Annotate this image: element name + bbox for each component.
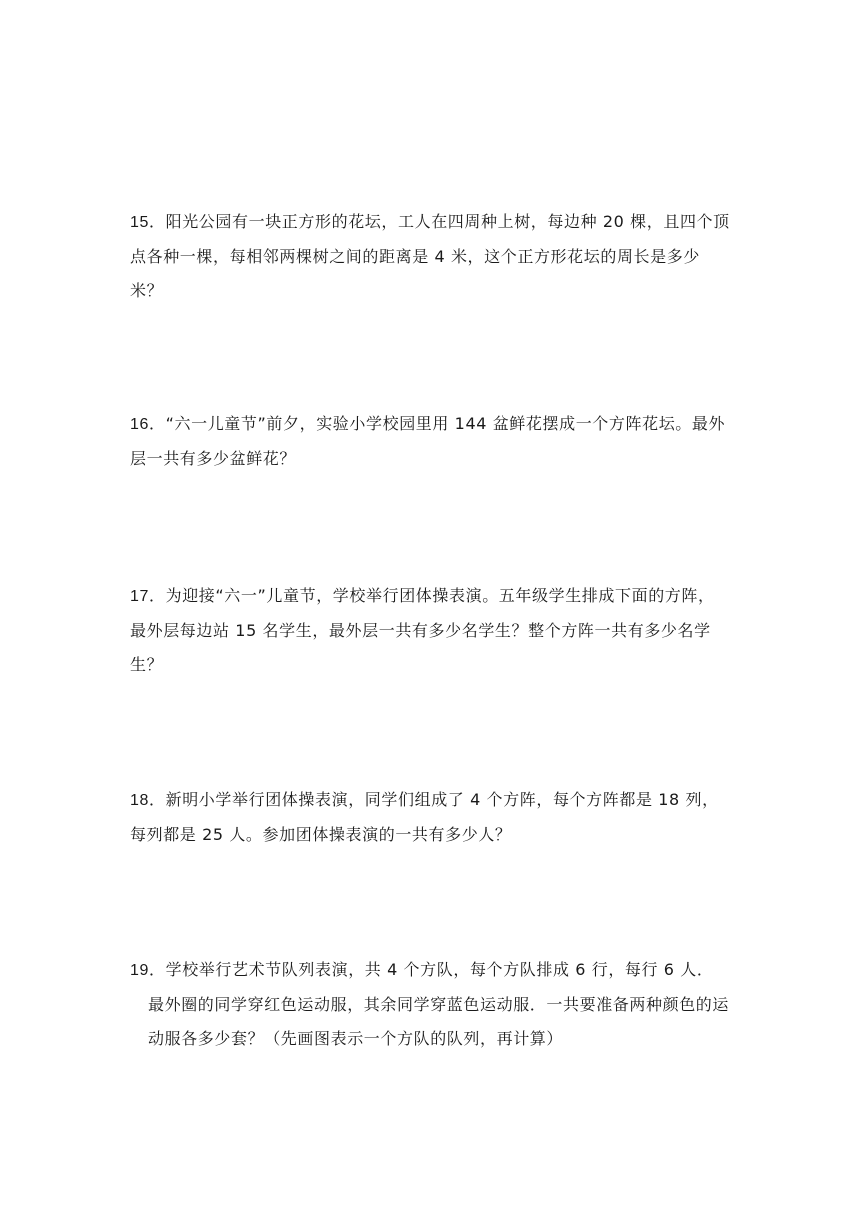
question-text: 为迎接“六一”儿童节，学校举行团体操表演。五年级学生排成下面的方阵，最外层每边站 15 名学生，最外层一共有多少名学生？整个方阵一共有多少名学生？ (130, 586, 715, 674)
question-text: 阳光公园有一块正方形的花坛，工人在四周种上树，每边种 20 棵，且四个顶点各种一棵，每相邻两棵树之间的距离是 4 米，这个正方形花坛的周长是多少米？ (130, 212, 730, 300)
question-text: “六一儿童节”前夕，实验小学校园里用 144 盆鲜花摆成一个方阵花坛。最外层一共有多少盆鲜花？ (130, 414, 726, 468)
question-number: 17． (130, 588, 166, 605)
question-text: 新明小学举行团体操表演，同学们组成了 4 个方阵，每个方阵都是 18 列，每列都是 25 人。参加团体操表演的一共有多少人？ (130, 790, 719, 844)
question-17 (130, 579, 730, 682)
question-number: 15． (130, 214, 166, 231)
question-15 (130, 205, 730, 308)
question-19 (130, 953, 730, 1056)
question-number: 18． (130, 792, 166, 809)
question-number: 16． (130, 416, 166, 433)
question-number: 19． (130, 962, 166, 979)
question-18 (130, 783, 730, 852)
question-16 (130, 407, 730, 476)
question-text: 学校举行艺术节队列表演，共 4 个方队，每个方队排成 6 行，每行 6 人．最外圈的同学穿红色运动服，其余同学穿蓝色运动服．一共要准备两种颜色的运动服各多少套？（先画图表示一个方队的队列，再计算） (148, 960, 730, 1048)
